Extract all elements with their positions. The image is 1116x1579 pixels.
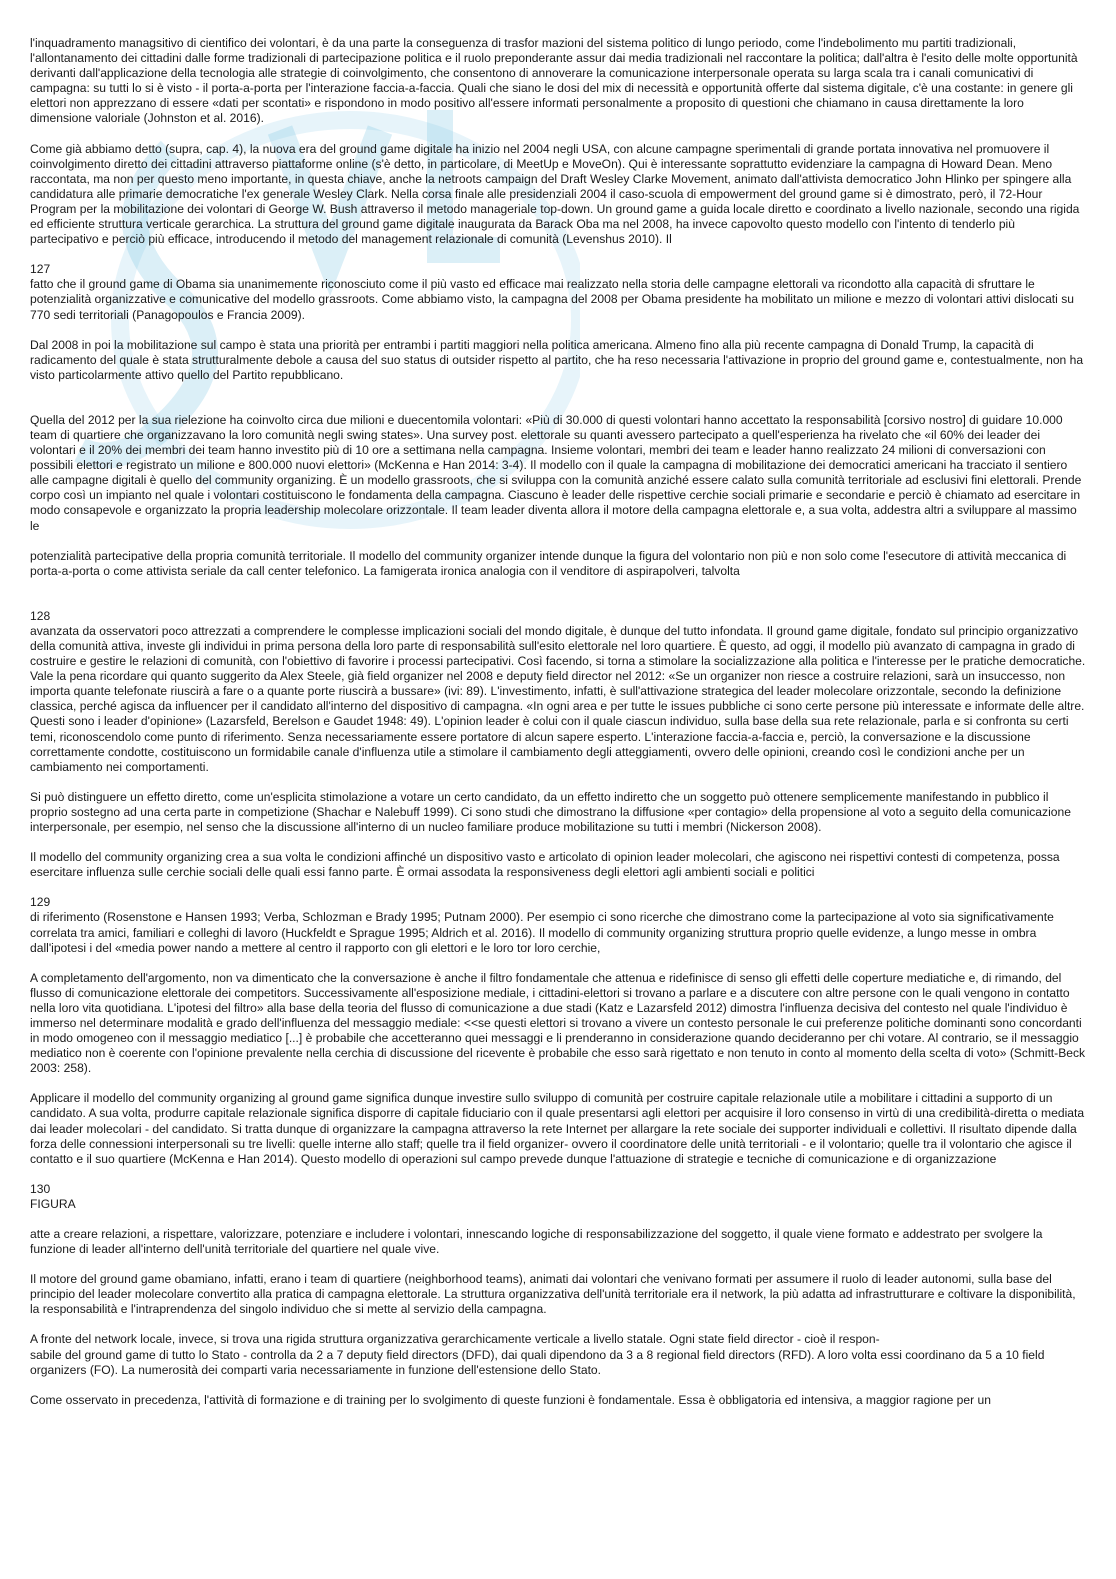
paragraph: potenzialità partecipative della propria comunità territoriale. Il modello del community organizer intende dunque la figura del volontario non più e non solo come l'esecutore di attività meccanica di porta-a-porta o come attivista seriale da call center telefonico. La famigerata ironica analogia con il venditore di aspirapolveri, talvolta <box>30 548 1067 578</box>
paragraph: A completamento dell'argomento, non va dimenticato che la conversazione è anche il filtro fondamentale che attenua e ridefinisce di senso gli effetti delle coperture mediatiche e, di rimando, del flusso di comunicazione elettorale dei competitors. Successivamente all'esposizione mediale, i cittadini-elettori si trovano a parlare e a discutere con altre persone con le quali vengono in contatto nella loro vita quotidiana. L'ipotesi del filtro» alla base della teoria del flusso di comunicazione a due stadi (Katz e Lazarsfeld 2012) dimostra l'influenza decisiva del contesto nel quale l'individuo è immerso nel determinare modalità e grado dell'influenza del messaggio mediale: <<se questi elettori si trovano a vivere un contesto personale le cui preferenze politiche dominanti sono concordanti in modo omogeneo con il messaggio mediatico [...] è probabile che accetteranno quei messaggi e li prenderanno in considerazione quando decideranno per chi votare. Al contrario, se il messaggio mediatico non è coerente con l'opinione prevalente nella cerchia di discussione del ricevente è probabile che esso sarà rigettato e non tenuto in conto al momento della scelta di voto» (Schmitt-Beck 2003: 258). <box>30 970 1086 1076</box>
page-number: 130 <box>30 1181 51 1196</box>
paragraph: atte a creare relazioni, a rispettare, valorizzare, potenziare e includere i volontari, innescando logiche di responsabilizzazione del soggetto, il quale viene formato e addestrato per svolgere la funzione di leader all'interno dell'unità territoriale del quartiere nel quale vive. <box>30 1227 1043 1257</box>
page-number: 127 <box>30 262 51 277</box>
paragraph: Applicare il modello del community organizing al ground game significa dunque investire sullo sviluppo di comunità per costruire capitale relazionale utile a mobilitare i cittadini a supporto di un candidato. A sua volta, produrre capitale relazionale significa disporre di capitale fiduciario con il quale presentarsi agli elettori per acquisire il loro consenso in virtù di una credibilità-diretta o mediata dai leader molecolari - del candidato. Si tratta dunque di organizzare la campagna attraverso la rete Internet per allargare la rete sociale dei supporter individuali e collettivi. Il risultato dipende dalla forza delle connessioni interpersonali su tre livelli: quelle interne allo staff; quelle tra il field organizer- ovvero il coordinatore delle unità territoriali - e il volontario; quelle tra il volontario che agisce il contatto e il suo quartiere (McKenna e Han 2014). Questo modello di operazioni sul campo prevede dunque l'attuazione di strategie e tecniche di comunicazione e di organizzazione <box>30 1091 1085 1166</box>
paragraph: avanzata da osservatori poco attrezzati a comprendere le complesse implicazioni sociali del mondo digitale, è dunque del tutto infondata. Il ground game digitale, fondato sul principio organizzativo della comunità attiva, investe gli individui in prima persona della loro parte di responsabilità sull'esito elettorale nel loro quartiere. È questo, ad oggi, il modello più avanzato di campagna in grado di costruire e gestire le relazioni di comunità, con l'obiettivo di favorire i processi partecipativi. Così facendo, si torna a stimolare la socializzazione alla politica e l'interesse per le pratiche democratiche. Vale la pena ricordare qui quanto suggerito da Alex Steele, già field organizer nel 2008 e deputy field director nel 2012: «Se un organizer non riesce a costruire relazioni, sarà un insuccesso, non importa quante telefonate riuscirà a fare o a quante porte riuscirà a bussare» (ivi: 89). L'investimento, infatti, è sull'attivazione strategica del leader molecolare orizzontale, secondo la definizione classica, perché agisca da influencer per il candidato all'interno del dispositivo di campagna. «In ogni area e per tutte le issues pubbliche ci sono certe persone più interessate e informate delle altre. Questi sono i leader d'opinione» (Lazarsfeld, Berelson e Gaudet 1948: 49). L'opinion leader è colui con il quale ciascun individuo, sulla base della sua rete relazionale, parla e si confronta su certi temi, riconoscendolo come punto di riferimento. Senza necessariamente essere portatore di alcun sapere esperto. L'interazione faccia-a-faccia e, perciò, la conversazione e la discussione correttamente condotte, costituiscono un formidabile canale d'influenza utile a stimolare il cambiamento degli atteggiamenti, ovvero delle opinioni, creando così le condizioni anche per un cambiamento nei comportamenti. <box>30 623 1086 774</box>
figure-placeholder-label: FIGURA <box>30 1196 76 1211</box>
paragraph: Dal 2008 in poi la mobilitazione sul campo è stata una priorità per entrambi i partiti maggiori nella politica americana. Almeno fino alla più recente campagna di Donald Trump, la capacità di radicamento del quale è stata strutturalmente debole a causa del suo status di outsider rispetto al partito, che ha reso necessaria l'attivazione in proprio del ground game e, contestualmente, non ha visto particolarmente attivo quello del Partito repubblicano. <box>30 337 1084 382</box>
paragraph: sabile del ground game di tutto lo Stato - controlla da 2 a 7 deputy field directors (DFD), dai quali dipendono da 3 a 8 regional field directors (RFD). A loro volta essi coordinano da 5 a 10 field organizers (FO). La numerosità dei comparti varia necessariamente in funzione dell'estensione dello Stato. <box>30 1347 1045 1377</box>
paragraph: A fronte del network locale, invece, si trova una rigida struttura organizzativa gerarchicamente verticale a livello statale. Ogni state field director - cioè il respon- <box>30 1332 880 1347</box>
paragraph: fatto che il ground game di Obama sia unanimemente riconosciuto come il più vasto ed efficace mai realizzato nella storia delle campagne elettorali va ricondotto alla capacità di sfruttare le potenzialità organizzative e comunicative del modello grassroots. Come abbiamo visto, la campagna del 2008 per Obama presidente ha mobilitato un milione e mezzo di volontari attivi dislocati su 770 sedi territoriali (Panagopoulos e Francia 2009). <box>30 277 1074 322</box>
page-number: 128 <box>30 608 51 623</box>
spacer <box>30 1212 1086 1227</box>
paragraph: Come osservato in precedenza, l'attività di formazione e di training per lo svolgimento di queste funzioni è fondamentale. Essa è obbligatoria ed intensiva, a maggior ragione per un <box>30 1392 991 1407</box>
paragraph: di riferimento (Rosenstone e Hansen 1993; Verba, Schlozman e Brady 1995; Putnam 2000). Per esempio ci sono ricerche che dimostrano come la partecipazione al voto sia significativamente correlata tra amici, familiari e colleghi di lavoro (Huckfeldt e Sprague 1995; Aldrich et al. 2016). Il modello di community organizing struttura proprio quelle evidenze, a lungo messe in ombra dall'ipotesi i del «media power nando a mettere al centro il rapporto con gli elettori e le loro tor loro cerchie, <box>30 910 1054 955</box>
paragraph: l'inquadramento managsitivo di cientifico dei volontari, è da una parte la conseguenza di trasfor mazioni del sistema politico di lungo periodo, come l'indebolimento mu partiti tradizionali, l'allontanamento dei cittadini dalle forme tradizionali di partecipazione politica e il ruolo preponderante assur dai media tradizionali nel raccontare la politica; dall'altra è l'esito delle molte opportunità derivanti dall'applicazione della tecnologia alle strategie di coinvolgimento, che consentono di annoverare la comunicazione interpersonale operata su larga scala tra i canali comunicativi di campagna: su tutti lo si è visto - il porta-a-porta per l'interazione faccia-a-faccia. Quali che siano le dosi del mix di necessità e opportunità offerte dal sistema digitale, c'è una costante: in genere gli elettori non apprezzano di essere «dati per scontati» e rispondono in modo positivo all'essere informati personalmente a proposito di questioni che chiamano in causa direttamente la loro dimensione valoriale (Johnston et al. 2016). <box>30 36 1078 126</box>
spacer <box>30 594 1086 609</box>
spacer <box>30 398 1086 413</box>
paragraph: Il motore del ground game obamiano, infatti, erano i team di quartiere (neighborhood teams), animati dai volontari che venivano formati per assumere il ruolo di leader autonomi, sulla base del principio del leader molecolare convertito alla pratica di campagna elettorale. La struttura organizzativa dell'unità territoriale era il network, la più adatta ad infrastrutturare e coltivare la disponibilità, la responsabilità e l'intraprendenza del singolo individuo che si mette al servizio della campagna. <box>30 1272 1076 1317</box>
paragraph: Il modello del community organizing crea a sua volta le condizioni affinché un dispositivo vasto e articolato di opinion leader molecolari, che agiscono nei rispettivi contesti di competenza, possa esercitare influenza sulle cerchie sociali delle quali essi fanno parte. È ormai assodata la responsiveness degli elettori agli ambienti sociali e politici <box>30 850 1060 880</box>
paragraph: Si può distinguere un effetto diretto, come un'esplicita stimolazione a votare un certo candidato, da un effetto indiretto che un soggetto può ottenere semplicemente manifestando in pubblico il proprio sostegno ad una certa parte in competizione (Shachar e Nalebuff 1999). Ci sono studi che dimostrano la diffusione «per contagio» della propensione al voto a seguito della comunicazione interpersonale, per esempio, nel senso che la discussione all'interno di un nucleo familiare produce mobilitazione su tutti i membri (Nickerson 2008). <box>30 789 1071 835</box>
page-number: 129 <box>30 895 51 910</box>
paragraph: Come già abbiamo detto (supra, cap. 4), la nuova era del ground game digitale ha inizio nel 2004 negli USA, con alcune campagne sperimentali di grande portata innovativa nel promuovere il coinvolgimento diretto dei cittadini attraverso piattaforme online (s'è detto, in particolare, di MeetUp e MoveOn). Qui è interessante soprattutto evidenziare la campagna di Howard Dean. Meno raccontata, ma non per questo meno importante, in questa chiave, anche la netroots campaign del Draft Wesley Clarke Movement, animato dall'attivista democratico John Hlinko per spingere alla candidatura alle primarie democratiche l'ex generale Wesley Clark. Nella corsa finale alle presidenziali 2004 il caso-scuola di empowerment del ground game si è dimostrato, però, il 72-Hour Program per la mobilitazione dei volontari di George W. Bush attraverso il metodo manageriale top-down. Un ground game a guida locale diretto e coordinato a livello nazionale, secondo una rigida ed efficiente struttura verticale gerarchica. La struttura del ground game digitale inaugurata da Barack Oba ma nel 2008, ha invece capovolto questo modello con l'intento di tenderlo più partecipativo e perciò più efficace, introducendo il metodo del management relazionale di comunità (Levenshus 2010). Il <box>30 141 1080 247</box>
paragraph: Quella del 2012 per la sua rielezione ha coinvolto circa due milioni e duecentomila volontari: «Più di 30.000 di questi volontari hanno accettato la responsabilità [corsivo nostro] di guidare 10.000 team di quartiere che organizzavano la loro comunità negli swing states». Una survey post. elettorale su quanti avessero partecipato a quell'esperienza ha rivelato che «il 60% dei leader dei volontari e il 20% dei membri dei team hanno investito più di 10 ore a settimana nella campagna. Insieme volontari, membri dei team e leader hanno realizzato 24 milioni di conversazioni con possibili elettori e registrato un milione e 800.000 nuovi elettori» (McKenna e Han 2014: 3-4). Il modello con il quale la campagna di mobilitazione dei democratici americani ha tracciato il sentiero alle campagne digitali è quello del community organizing. È un modello grassroots, che si sviluppa con la comunità anziché essere calato sulla comunità territoriale ad esclusivi fini elettorali. Prende corpo così un impianto nel quale i volontari costituiscono le fondamenta della campagna. Ciascuno è leader delle rispettive cerchie sociali primarie e secondarie e perciò è chiamato ad esercitare in modo consapevole e organizzato la propria leadership molecolare orizzontale. Il team leader diventa allora il motore della campagna elettorale e, a sua volta, addestra altri a sviluppare al massimo le <box>30 412 1082 533</box>
